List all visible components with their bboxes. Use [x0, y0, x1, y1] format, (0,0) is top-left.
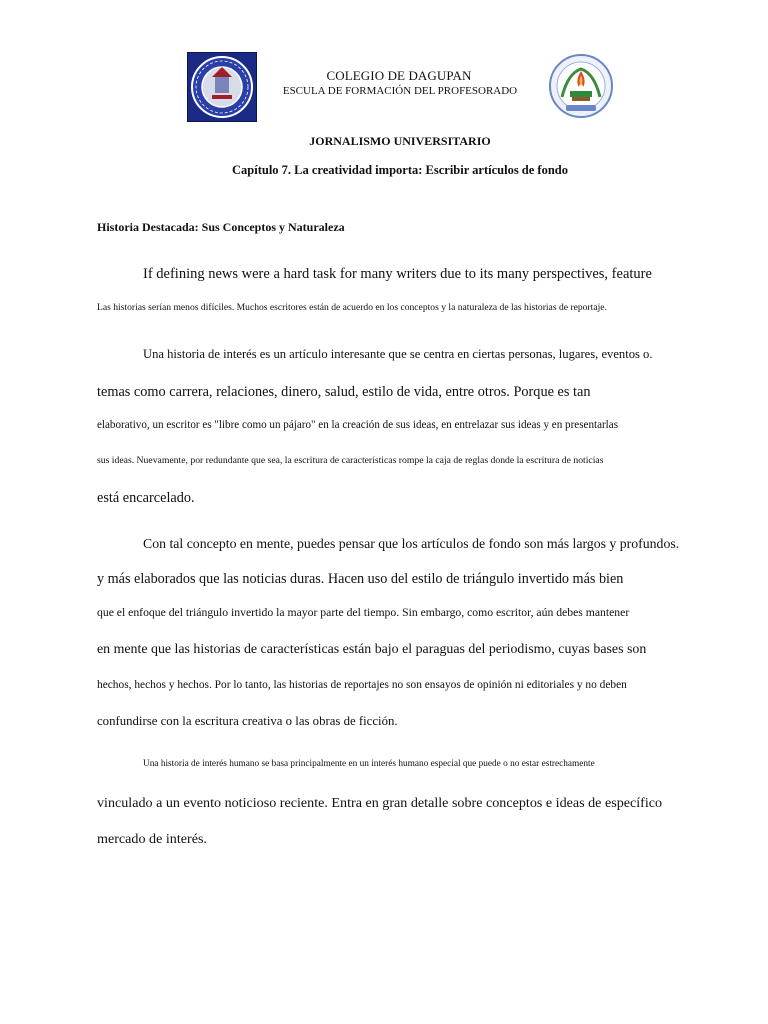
body-line: elaborativo, un escritor es "libre como un pájaro" en la creación de sus ideas, en entrelazar sus ideas y en presentarlas — [97, 419, 619, 431]
body-line: mercado de interés. — [97, 831, 207, 847]
body-line: If defining news were a hard task for many writers due to its many perspectives, feature — [143, 266, 652, 282]
body-line: está encarcelado. — [97, 490, 195, 506]
body-line: Las historias serían menos difíciles. Muchos escritores están de acuerdo en los conceptos y la naturaleza de las historias de reportaje. — [97, 302, 607, 313]
body-line: Con tal concepto en mente, puedes pensar que los artículos de fondo son más largos y profundos. — [143, 536, 680, 551]
body-line: y más elaborados que las noticias duras. Hacen uso del estilo de triángulo invertido más bien — [97, 571, 624, 587]
body-line: Una historia de interés es un artículo interesante que se centra en ciertas personas, lugares, eventos o. — [143, 347, 653, 361]
body-line: hechos, hechos y hechos. Por lo tanto, las historias de reportajes no son ensayos de opinión ni editoriales y no deben — [97, 679, 627, 691]
chapter-title: Capítulo 7. La creatividad importa: Escribir artículos de fondo — [232, 163, 568, 177]
section-heading: Historia Destacada: Sus Conceptos y Naturaleza — [97, 220, 345, 234]
school-name: COLEGIO DE DAGUPAN — [326, 68, 472, 83]
body-line: confundirse con la escritura creativa o las obras de ficción. — [97, 714, 398, 728]
school-subtitle: ESCULA DE FORMACIÓN DEL PROFESORADO — [282, 85, 518, 97]
body-line: temas como carrera, relaciones, dinero, salud, estilo de vida, entre otros. Porque es tan — [97, 384, 591, 400]
body-line: que el enfoque del triángulo invertido la mayor parte del tiempo. Sin embargo, como escritor, aún debes mantener — [97, 606, 630, 619]
body-line: en mente que las historias de características están bajo el paraguas del periodismo, cuyas bases son — [97, 642, 647, 657]
course-title: JORNALISMO UNIVERSITARIO — [309, 134, 491, 148]
body-line: Una historia de interés humano se basa principalmente en un interés humano especial que puede o no estar estrechamente — [143, 759, 595, 769]
body-line: sus ideas. Nuevamente, por redundante que sea, la escritura de características rompe la caja de reglas donde la escritura de noticias — [97, 455, 604, 466]
body-line: vinculado a un evento noticioso reciente. Entra en gran detalle sobre conceptos e ideas de específico — [97, 795, 663, 811]
